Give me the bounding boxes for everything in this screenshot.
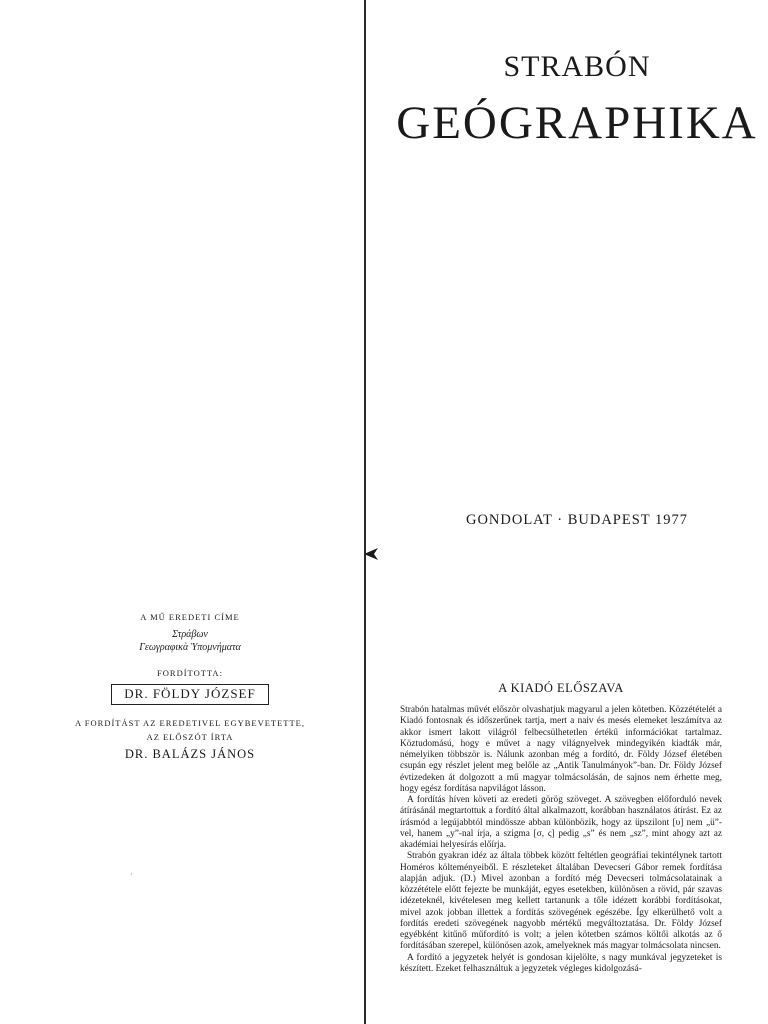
page-fold-line [364,0,366,1024]
preface-heading: A KIADÓ ELŐSZAVA [498,681,624,695]
small-mark: · [130,870,133,879]
spine-mark [362,546,380,562]
checked-by-line-2: AZ ELŐSZÓT ÍRTA [146,732,234,742]
original-title-greek-author: Στράβων [172,629,208,640]
preface-body [400,705,722,975]
preface-paragraph-2: A fordítás híven követi az eredeti görög szöveget. A szövegben előforduló nevek átírásánál megtartottuk a fordító által alkalmazott, korábban használatos átírást. Ez az írásmód a legújabbtól mindössze abban különbözik, hogy az üpszilont [υ] nem „ü”-vel, hanem „y”-nal írja, a szigma [σ, ς] pedig „s” és nem „sz”, mint ahogy azt az akadémiai helyesírás előírja. [400,795,722,850]
publisher-imprint: GONDOLAT · BUDAPEST 1977 [465,512,689,528]
translated-by-label: FORDÍTOTTA: [157,668,223,678]
editor-name: DR. BALÁZS JÁNOS [124,747,256,761]
book-title: GEÓGRAPHIKA [396,97,758,149]
author-name: STRABÓN [503,50,651,83]
preface-paragraph-4: A fordító a jegyzetek helyét is gondosan kijelölte, s nagy munkával jegyzeteket is készített. Ezeket felhasználtuk a jegyzetek végleges kidolgozásá- [400,952,722,974]
preface-paragraph-3: Strabón gyakran idéz az általa többek között feltétlen geográfiai tekintélynek tartott Homéros költeményeiből. E részleteket általában Devecseri Gábor remek fordítása alapján adjuk. (D.) Mivel azonban a fordító még Devecseri tolmácsolatainak a közzététele előtt fejezte be munkáját, egyes esetekben, különösen a rövid, pár szavas idézeteknél, kivételesen meg kellett tartanunk a tőle idézett korábbi fordításokat, mivel azok jobban illettek a fordítás szövegének egészébe. Így elkerülhető volt a fordítás eredeti szövegének nagyobb mértékű megváltoztatása. Dr. Földy József egyébként kitűnő műfordító is volt; a jelen kötetben számos költői alkotás az ő fordításában szerepel, különösen azok, amelyeknek más magyar tolmácsolata nincsen. [400,851,722,952]
original-title-greek-work: Γεωγραφικὰ Ὑπομνήματα [139,642,241,653]
colophon [40,612,340,762]
original-title-label: A MŰ EREDETI CÍME [140,612,240,622]
translator-name: DR. FÖLDY JÓZSEF [111,684,268,705]
preface-paragraph-1: Strabón hatalmas művét először olvashatjuk magyarul a jelen kötetben. Közzétételét a Kiadó fontosnak és időszerűnek tartja, mert a naiv és mesés elemeket leszámítva az akkor ismert lakott világról felbecsülhetetlen értékű információkat tartalmaz. Köztudomású, hogy e művet a nagy világnyelvek mindegyikén kiadták már, némelyiken többször is. Nálunk azonban még a fordító, dr. Földy József életében csupán egy részlet jelent meg belőle az „Antik Tanulmányok”-ban. Dr. Földy József évtizedeken át dolgozott a mű magyar tolmácsolásán, de sajnos nem érhette meg, hogy egész fordítása napvilágot lásson. [400,705,722,794]
checked-by-line-1: A FORDÍTÁST AZ EREDETIVEL EGYBEVETETTE, [75,718,305,728]
